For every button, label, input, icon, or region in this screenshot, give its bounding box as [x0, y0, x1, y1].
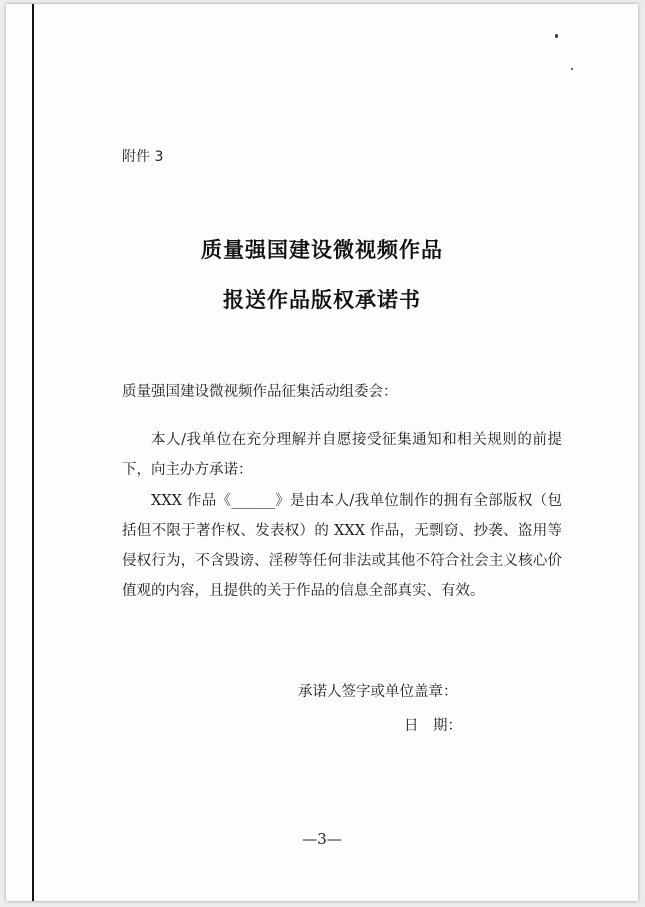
date-label: 日 期：	[404, 718, 462, 734]
document-title-line1: 质量强国建设微视频作品	[201, 237, 443, 262]
scan-speck	[555, 34, 558, 38]
paragraph-2-text: XXX 作品《______》是由本人/我单位制作的拥有全部版权（包括但不限于著作权、发表权）的 XXX 作品，无剽窃、抄袭、盗用等侵权行为，不含毁谤、淫秽等任何非法或其他不符合社会主义核心价值观的内容，且提供的关于作品的信息全部真实、有效。	[122, 493, 562, 599]
attachment-label: 附件 3	[122, 149, 164, 165]
paragraph-1	[122, 425, 562, 485]
scan-speck	[571, 68, 573, 70]
addressee: 质量强国建设微视频作品征集活动组委会：	[122, 384, 398, 400]
binding-line	[32, 4, 34, 901]
page-number: —3—	[302, 830, 342, 848]
paragraph-1-text: 本人/我单位在充分理解并自愿接受征集通知和相关规则的前提下，向主办方承诺：	[122, 432, 562, 478]
signature-label: 承诺人签字或单位盖章：	[298, 684, 458, 700]
paragraph-2	[122, 486, 562, 606]
document-page	[6, 4, 638, 901]
document-title-line2: 报送作品版权承诺书	[223, 287, 421, 312]
